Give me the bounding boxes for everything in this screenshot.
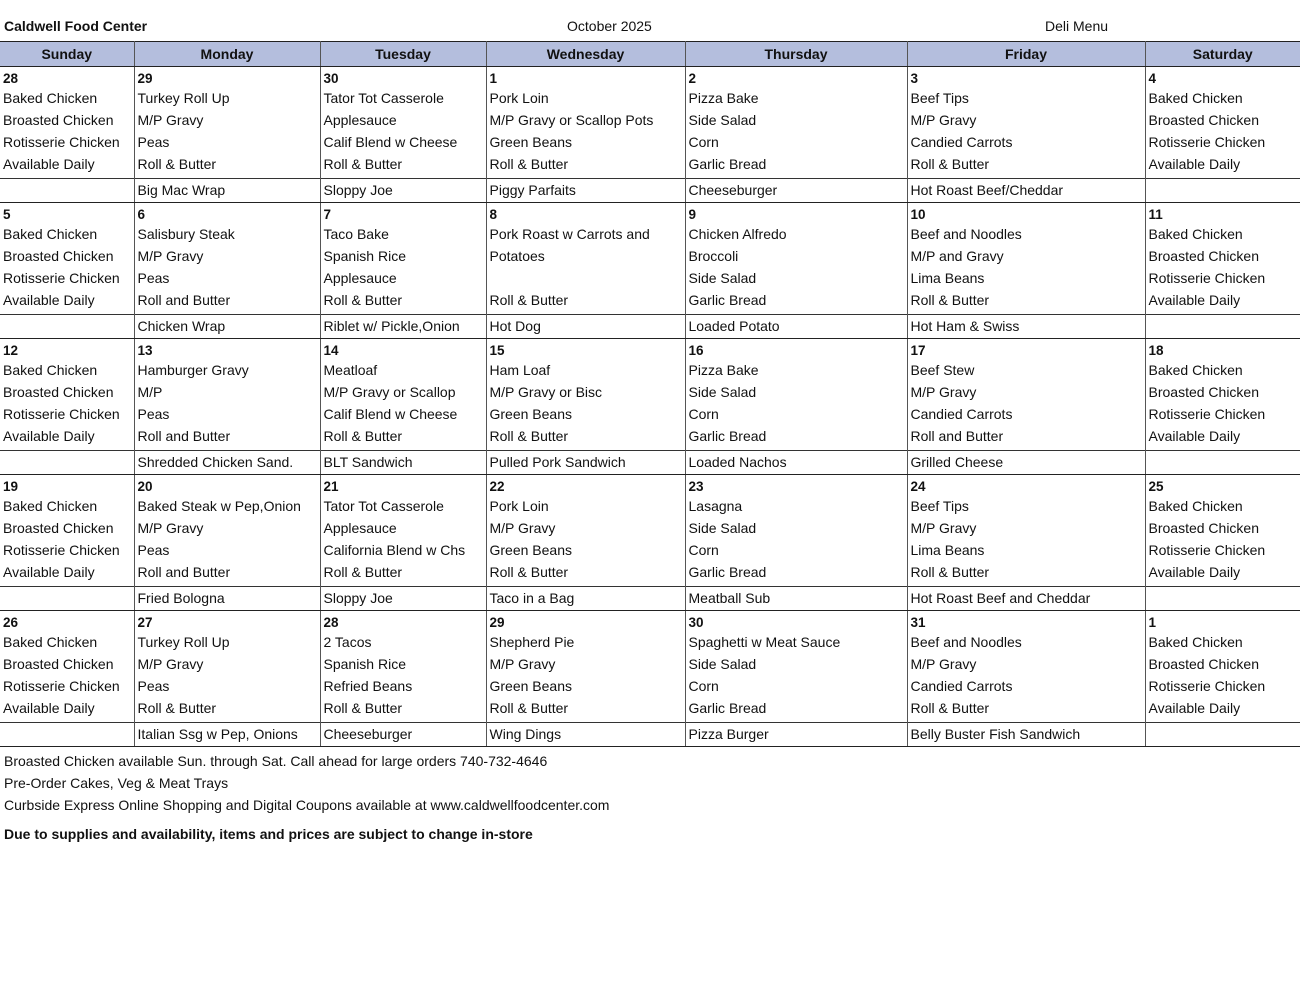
extra-item: Loaded Potato xyxy=(685,315,907,339)
menu-item: M/P Gravy or Bisc xyxy=(489,384,603,400)
extra-item: Sloppy Joe xyxy=(320,179,486,203)
day-cell xyxy=(907,339,1145,451)
menu-item: Rotisserie Chicken xyxy=(3,134,120,150)
date-number: 6 xyxy=(137,207,146,222)
extra-item xyxy=(0,451,134,475)
menu-item: Beef Tips xyxy=(910,498,969,514)
day-cell xyxy=(134,475,320,587)
menu-item: M/P Gravy xyxy=(489,520,556,536)
menu-item: Garlic Bread xyxy=(688,428,767,444)
menu-item: Baked Chicken xyxy=(1148,226,1243,242)
date-number: 14 xyxy=(323,343,339,358)
menu-item: Garlic Bread xyxy=(688,700,767,716)
menu-item: Roll and Butter xyxy=(910,428,1004,444)
menu-item: Available Daily xyxy=(1148,292,1241,308)
menu-item: Broasted Chicken xyxy=(1148,112,1260,128)
date-number: 2 xyxy=(688,71,697,86)
menu-item: Broasted Chicken xyxy=(1148,384,1260,400)
extra-item: Piggy Parfaits xyxy=(486,179,685,203)
menu-item: Available Daily xyxy=(1148,156,1241,172)
day-cell xyxy=(486,339,685,451)
menu-item: Peas xyxy=(137,542,170,558)
menu-item: Candied Carrots xyxy=(910,678,1013,694)
menu-item: Side Salad xyxy=(688,270,757,286)
menu-item: Green Beans xyxy=(489,406,572,422)
menu-item: Roll & Butter xyxy=(323,428,403,444)
menu-item: Baked Chicken xyxy=(1148,634,1243,650)
menu-item: Side Salad xyxy=(688,520,757,536)
menu-item: Rotisserie Chicken xyxy=(1148,678,1266,694)
extra-item: Meatball Sub xyxy=(685,587,907,611)
day-cell xyxy=(0,203,134,315)
menu-item: Calif Blend w Cheese xyxy=(323,406,458,422)
menu-item: Corn xyxy=(688,134,719,150)
menu-item: Roll & Butter xyxy=(489,564,569,580)
menu-item: Roll & Butter xyxy=(910,700,990,716)
menu-item: Broccoli xyxy=(688,248,739,264)
menu-item: Green Beans xyxy=(489,542,572,558)
extra-item xyxy=(0,315,134,339)
day-cell xyxy=(685,339,907,451)
date-number: 17 xyxy=(910,343,926,358)
date-number: 8 xyxy=(489,207,498,222)
menu-item: Beef Tips xyxy=(910,90,969,106)
date-number: 16 xyxy=(688,343,704,358)
menu-item: Garlic Bread xyxy=(688,156,767,172)
menu-item: Baked Chicken xyxy=(3,634,98,650)
week-extra-row xyxy=(0,451,1300,475)
date-number: 9 xyxy=(688,207,697,222)
menu-item: Meatloaf xyxy=(323,362,378,378)
menu-item: Roll & Butter xyxy=(137,700,217,716)
week-row xyxy=(0,475,1300,587)
extra-item: Loaded Nachos xyxy=(685,451,907,475)
menu-item: Corn xyxy=(688,406,719,422)
extra-item: Pulled Pork Sandwich xyxy=(486,451,685,475)
day-cell xyxy=(0,475,134,587)
day-cell xyxy=(685,67,907,179)
week-row xyxy=(0,611,1300,723)
weekday-header: Saturday xyxy=(1145,42,1300,67)
menu-item: Roll and Butter xyxy=(137,564,231,580)
date-number: 3 xyxy=(910,71,919,86)
week-row xyxy=(0,203,1300,315)
menu-item: Available Daily xyxy=(3,428,95,444)
extra-item xyxy=(1145,315,1300,339)
menu-item: Roll & Butter xyxy=(489,156,569,172)
date-number: 23 xyxy=(688,479,704,494)
menu-item: Roll & Butter xyxy=(489,292,569,308)
menu-item: Green Beans xyxy=(489,134,572,150)
date-number: 11 xyxy=(1148,207,1163,222)
menu-item: 2 Tacos xyxy=(323,634,372,650)
day-cell xyxy=(320,67,486,179)
menu-item: Available Daily xyxy=(3,292,95,308)
day-cell xyxy=(1145,611,1300,723)
date-number: 21 xyxy=(323,479,339,494)
menu-item: Applesauce xyxy=(323,112,397,128)
week-row xyxy=(0,67,1300,179)
menu-item: Turkey Roll Up xyxy=(137,634,230,650)
menu-item: Roll & Butter xyxy=(323,156,403,172)
extra-item: Wing Dings xyxy=(486,723,685,747)
menu-item: Refried Beans xyxy=(323,678,413,694)
week-extra-row xyxy=(0,723,1300,747)
week-extra-row xyxy=(0,587,1300,611)
menu-item: Side Salad xyxy=(688,112,757,128)
menu-item: Green Beans xyxy=(489,678,572,694)
menu-item: M/P Gravy xyxy=(910,112,977,128)
day-cell xyxy=(486,203,685,315)
menu-item: Turkey Roll Up xyxy=(137,90,230,106)
date-number: 15 xyxy=(489,343,505,358)
extra-item: Chicken Wrap xyxy=(134,315,320,339)
date-number: 10 xyxy=(910,207,926,222)
date-number: 13 xyxy=(137,343,153,358)
extra-item: Taco in a Bag xyxy=(486,587,685,611)
day-cell xyxy=(486,611,685,723)
note-curbside: Curbside Express Online Shopping and Digital Coupons available at www.caldwellfoodcenter.com xyxy=(4,797,610,813)
extra-item: Hot Dog xyxy=(486,315,685,339)
extra-item xyxy=(0,723,134,747)
extra-item: Big Mac Wrap xyxy=(134,179,320,203)
menu-item: M/P Gravy or Scallop xyxy=(323,384,456,400)
menu-item: Broasted Chicken xyxy=(3,656,114,672)
menu-item: Baked Chicken xyxy=(1148,362,1243,378)
menu-item: Candied Carrots xyxy=(910,134,1013,150)
menu-item: Salisbury Steak xyxy=(137,226,235,242)
menu-item: Corn xyxy=(688,542,719,558)
menu-item: M/P Gravy xyxy=(489,656,556,672)
weekday-header: Tuesday xyxy=(320,42,486,67)
extra-item: Belly Buster Fish Sandwich xyxy=(907,723,1145,747)
menu-item: M/P Gravy xyxy=(910,656,977,672)
menu-item: Available Daily xyxy=(1148,700,1241,716)
menu-item: M/P Gravy xyxy=(137,520,204,536)
weekday-header: Wednesday xyxy=(486,42,685,67)
extra-item: Hot Roast Beef and Cheddar xyxy=(907,587,1145,611)
menu-item: Tator Tot Casserole xyxy=(323,498,444,514)
menu-item: Corn xyxy=(688,678,719,694)
date-number: 28 xyxy=(323,615,339,630)
day-cell xyxy=(907,611,1145,723)
week-extra-row xyxy=(0,179,1300,203)
menu-item: Calif Blend w Cheese xyxy=(323,134,458,150)
menu-item: Rotisserie Chicken xyxy=(1148,406,1266,422)
extra-item xyxy=(1145,723,1300,747)
menu-item: Rotisserie Chicken xyxy=(3,270,120,286)
menu-item: Roll & Butter xyxy=(489,700,569,716)
extra-item: Riblet w/ Pickle,Onion xyxy=(320,315,486,339)
extra-item xyxy=(1145,587,1300,611)
menu-item xyxy=(490,267,685,289)
menu-item: Rotisserie Chicken xyxy=(1148,542,1266,558)
menu-item: Shepherd Pie xyxy=(489,634,575,650)
menu-item: Baked Chicken xyxy=(3,90,98,106)
note-broasted: Broasted Chicken available Sun. through Sat. Call ahead for large orders 740-732-4646 xyxy=(4,753,548,769)
menu-item: Beef Stew xyxy=(910,362,975,378)
weekday-header: Sunday xyxy=(0,42,134,67)
extra-item: Pizza Burger xyxy=(685,723,907,747)
menu-item: Roll & Butter xyxy=(323,700,403,716)
day-cell xyxy=(907,475,1145,587)
date-number: 1 xyxy=(489,71,498,86)
menu-item: Broasted Chicken xyxy=(3,520,114,536)
extra-item xyxy=(1145,179,1300,203)
extra-item: Cheeseburger xyxy=(320,723,486,747)
day-cell xyxy=(685,611,907,723)
menu-item: M/P xyxy=(137,384,163,400)
date-number: 27 xyxy=(137,615,153,630)
date-number: 5 xyxy=(3,207,11,222)
menu-item: Roll and Butter xyxy=(137,428,231,444)
menu-item: Hamburger Gravy xyxy=(137,362,249,378)
menu-item: Peas xyxy=(137,134,170,150)
menu-item: Applesauce xyxy=(323,520,397,536)
menu-item: Side Salad xyxy=(688,656,757,672)
menu-item: Tator Tot Casserole xyxy=(323,90,444,106)
day-cell xyxy=(685,475,907,587)
disclaimer: Due to supplies and availability, items and prices are subject to change in-store xyxy=(4,826,533,842)
menu-item: Garlic Bread xyxy=(688,564,767,580)
day-cell xyxy=(1145,475,1300,587)
menu-item: Roll & Butter xyxy=(910,292,990,308)
menu-item: Peas xyxy=(137,406,170,422)
extra-item: Italian Ssg w Pep, Onions xyxy=(134,723,320,747)
menu-item: Roll & Butter xyxy=(489,428,569,444)
menu-item: Rotisserie Chicken xyxy=(1148,270,1266,286)
menu-item: Spaghetti w Meat Sauce xyxy=(688,634,841,650)
date-number: 19 xyxy=(3,479,19,494)
menu-item: Baked Chicken xyxy=(3,226,98,242)
menu-item: Broasted Chicken xyxy=(1148,656,1260,672)
menu-item: Pork Roast w Carrots and xyxy=(489,226,650,242)
weekday-header: Friday xyxy=(907,42,1145,67)
day-cell xyxy=(907,203,1145,315)
date-number: 29 xyxy=(489,615,505,630)
menu-item: California Blend w Chs xyxy=(323,542,466,558)
date-number: 25 xyxy=(1148,479,1164,494)
date-number: 20 xyxy=(137,479,153,494)
menu-item: M/P Gravy or Scallop Pots xyxy=(489,112,654,128)
menu-item: Baked Chicken xyxy=(3,498,98,514)
date-number: 26 xyxy=(3,615,19,630)
menu-item: Baked Chicken xyxy=(1148,90,1243,106)
menu-item: Peas xyxy=(137,678,170,694)
menu-item: Baked Steak w Pep,Onion xyxy=(137,498,301,514)
day-cell xyxy=(1145,67,1300,179)
menu-item: Broasted Chicken xyxy=(3,384,114,400)
date-number: 18 xyxy=(1148,343,1164,358)
menu-item: M/P Gravy xyxy=(137,248,204,264)
day-cell xyxy=(0,67,134,179)
menu-item: Broasted Chicken xyxy=(1148,520,1260,536)
menu-item: Available Daily xyxy=(3,564,95,580)
menu-item: Baked Chicken xyxy=(3,362,98,378)
day-cell xyxy=(134,339,320,451)
menu-item: M/P Gravy xyxy=(137,112,204,128)
menu-item: Pizza Bake xyxy=(688,90,759,106)
menu-item: Rotisserie Chicken xyxy=(3,678,120,694)
date-number: 12 xyxy=(3,343,19,358)
menu-item: Beef and Noodles xyxy=(910,226,1022,242)
day-cell xyxy=(907,67,1145,179)
day-cell xyxy=(134,67,320,179)
extra-item xyxy=(1145,451,1300,475)
menu-item: Rotisserie Chicken xyxy=(3,406,120,422)
menu-item: Broasted Chicken xyxy=(3,248,114,264)
menu-calendar xyxy=(0,41,1300,747)
menu-item: Roll & Butter xyxy=(323,564,403,580)
extra-item xyxy=(0,587,134,611)
menu-item: Peas xyxy=(137,270,170,286)
week-row xyxy=(0,339,1300,451)
weekday-header: Thursday xyxy=(685,42,907,67)
day-cell xyxy=(320,203,486,315)
date-number: 31 xyxy=(910,615,926,630)
extra-item: Sloppy Joe xyxy=(320,587,486,611)
day-cell xyxy=(486,475,685,587)
day-cell xyxy=(1145,339,1300,451)
extra-item: Fried Bologna xyxy=(134,587,320,611)
day-cell xyxy=(320,339,486,451)
day-cell xyxy=(134,611,320,723)
menu-item: Lasagna xyxy=(688,498,743,514)
menu-item: Broasted Chicken xyxy=(3,112,114,128)
menu-item: Roll & Butter xyxy=(137,156,217,172)
menu-item: Roll & Butter xyxy=(910,156,990,172)
menu-item: Side Salad xyxy=(688,384,757,400)
store-name: Caldwell Food Center xyxy=(4,18,148,34)
menu-item: Roll and Butter xyxy=(137,292,231,308)
day-cell xyxy=(320,611,486,723)
date-number: 28 xyxy=(3,71,19,86)
day-cell xyxy=(320,475,486,587)
date-number: 30 xyxy=(323,71,339,86)
weekday-header: Monday xyxy=(134,42,320,67)
menu-item: Spanish Rice xyxy=(323,656,406,672)
date-number: 1 xyxy=(1148,615,1157,630)
extra-item: Hot Ham & Swiss xyxy=(907,315,1145,339)
menu-item: Pork Loin xyxy=(489,498,549,514)
note-preorder: Pre-Order Cakes, Veg & Meat Trays xyxy=(4,775,229,791)
menu-item: Lima Beans xyxy=(910,542,985,558)
menu-item: M/P Gravy xyxy=(137,656,204,672)
extra-item: Cheeseburger xyxy=(685,179,907,203)
date-number: 24 xyxy=(910,479,926,494)
extra-item: Shredded Chicken Sand. xyxy=(134,451,320,475)
menu-item: Baked Chicken xyxy=(1148,498,1243,514)
menu-item: Taco Bake xyxy=(323,226,389,242)
menu-item: Lima Beans xyxy=(910,270,985,286)
extra-item: Hot Roast Beef/Cheddar xyxy=(907,179,1145,203)
menu-item: M/P and Gravy xyxy=(910,248,1004,264)
day-cell xyxy=(1145,203,1300,315)
menu-item: Chicken Alfredo xyxy=(688,226,787,242)
day-cell xyxy=(0,611,134,723)
footer-notes xyxy=(4,750,609,845)
extra-item xyxy=(0,179,134,203)
menu-item: Applesauce xyxy=(323,270,397,286)
menu-item: Available Daily xyxy=(3,156,95,172)
menu-item: Available Daily xyxy=(3,700,95,716)
extra-item: Grilled Cheese xyxy=(907,451,1145,475)
month-label: October 2025 xyxy=(567,18,652,34)
menu-item: Rotisserie Chicken xyxy=(3,542,120,558)
menu-item: Roll & Butter xyxy=(323,292,403,308)
menu-item: Potatoes xyxy=(489,248,545,264)
day-cell xyxy=(134,203,320,315)
date-number: 22 xyxy=(489,479,505,494)
day-cell xyxy=(685,203,907,315)
menu-item: Candied Carrots xyxy=(910,406,1013,422)
menu-item: Ham Loaf xyxy=(489,362,551,378)
day-cell xyxy=(486,67,685,179)
menu-item: Beef and Noodles xyxy=(910,634,1022,650)
menu-item: Spanish Rice xyxy=(323,248,406,264)
menu-item: Broasted Chicken xyxy=(1148,248,1260,264)
date-number: 4 xyxy=(1148,71,1157,86)
menu-item: Pork Loin xyxy=(489,90,549,106)
weekday-header-row xyxy=(0,42,1300,67)
menu-item: Available Daily xyxy=(1148,428,1241,444)
menu-item: Available Daily xyxy=(1148,564,1241,580)
menu-title: Deli Menu xyxy=(1045,18,1109,34)
date-number: 30 xyxy=(688,615,704,630)
menu-item: Garlic Bread xyxy=(688,292,767,308)
menu-item: M/P Gravy xyxy=(910,384,977,400)
date-number: 29 xyxy=(137,71,153,86)
menu-item: Roll & Butter xyxy=(910,564,990,580)
menu-item: Pizza Bake xyxy=(688,362,759,378)
extra-item: BLT Sandwich xyxy=(320,451,486,475)
date-number: 7 xyxy=(323,207,332,222)
menu-item: Rotisserie Chicken xyxy=(1148,134,1266,150)
menu-item: M/P Gravy xyxy=(910,520,977,536)
day-cell xyxy=(0,339,134,451)
week-extra-row xyxy=(0,315,1300,339)
